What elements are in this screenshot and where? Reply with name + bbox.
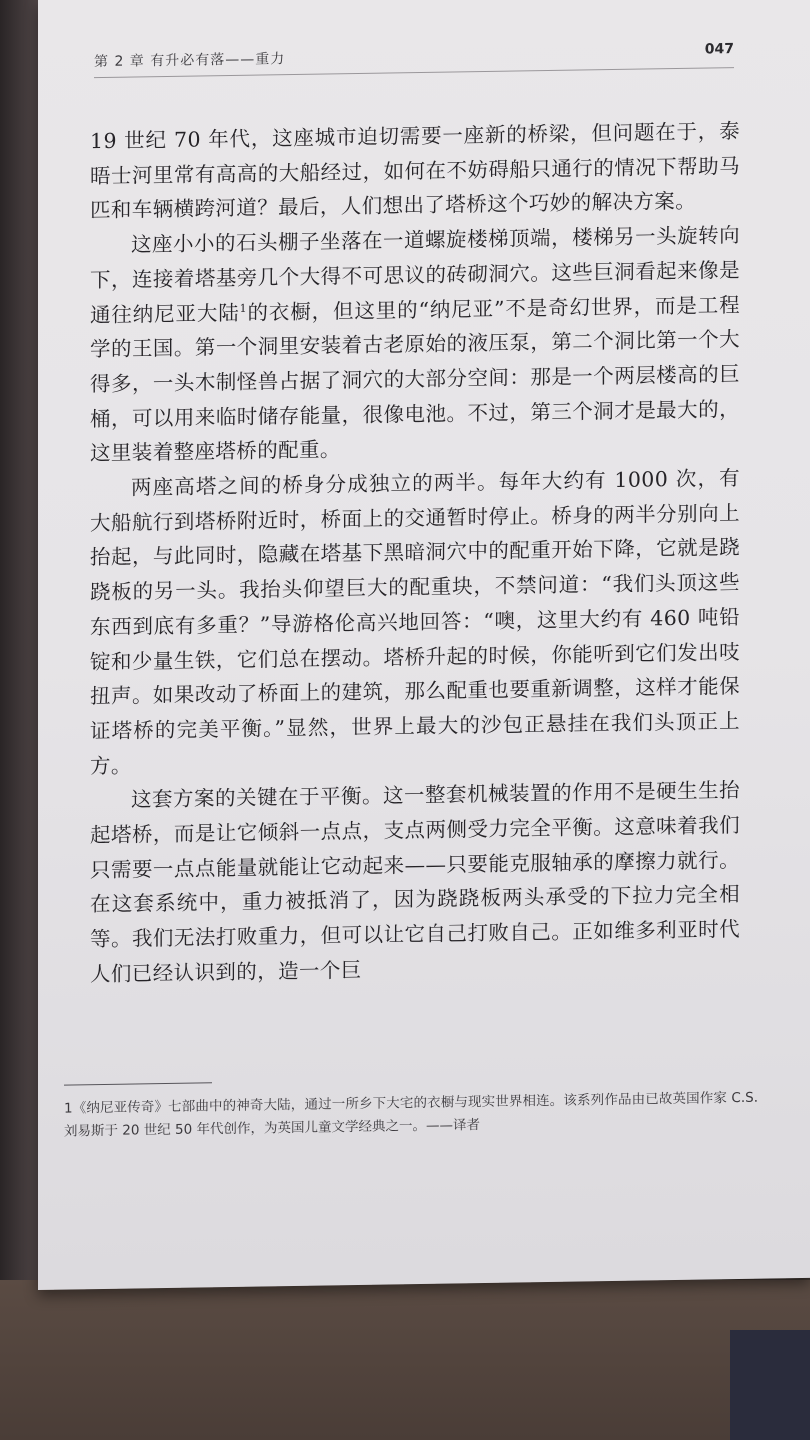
book-spine-edge	[0, 0, 40, 1300]
body-text	[90, 114, 740, 992]
paragraph-2	[90, 218, 740, 471]
footnote-divider	[64, 1082, 212, 1085]
running-head	[94, 41, 734, 78]
desk-surface	[0, 1280, 810, 1440]
paragraph-4: 这套方案的关键在于平衡。这一整套机械装置的作用不是硬生生抬起塔桥，而是让它倾斜一点点，支点两侧受力完全平衡。这意味着我们只需要一点点能量就能让它动起来——只要能克服轴承的摩擦力就行。在这套系统中，重力被抵消了，因为跷跷板两头承受的下拉力完全相等。我们无法打败重力，但可以让它自己打败自己。正如维多利亚时代人们已经认识到的，造一个巨	[90, 778, 740, 987]
paragraph-2-part-1: 这座小小的石头棚子坐落在一道螺旋楼梯顶端，楼梯另一头旋转向下，连接着塔基旁几个大得不可思议的砖砌洞穴。这些巨洞看起来像是通往纳尼亚大陆	[90, 223, 740, 327]
book-page	[38, 0, 810, 1290]
footnote: 1《纳尼亚传奇》七部曲中的神奇大陆，通过一所乡下大宅的衣橱与现实世界相连。该系列作品由已故英国作家 C.S. 刘易斯于 20 世纪 50 年代创作，为英国儿童文学经典之一。——译者	[64, 1089, 758, 1140]
paragraph-3: 两座高塔之间的桥身分成独立的两半。每年大约有 1000 次，有大船航行到塔桥附近时，桥面上的交通暂时停止。桥身的两半分别向上抬起，与此同时，隐藏在塔基下黑暗洞穴中的配重开始下降，它就是跷跷板的另一头。我抬头仰望巨大的配重块，不禁问道：“我们头顶这些东西到底有多重？”导游格伦高兴地回答：“噢，这里大约有 460 吨铅锭和少量生铁，它们总在摆动。塔桥升起的时候，你能听到它们发出吱扭声。如果改动了桥面上的建筑，那么配重也要重新调整，这样才能保证塔桥的完美平衡。”显然，世界上最大的沙包正悬挂在我们头顶正上方。	[90, 466, 740, 778]
page-number: 047	[704, 41, 734, 58]
desk-corner	[730, 1330, 810, 1440]
paragraph-2-part-2: 的衣橱，但这里的“纳尼亚”不是奇幻世界，而是工程学的王国。第一个洞里安装着古老原始的液压泵，第二个洞比第一个大得多，一头木制怪兽占据了洞穴的大部分空间：那是一个两层楼高的巨桶，可以用来临时储存能量，很像电池。不过，第三个洞才是最大的，这里装着整座塔桥的配重。	[90, 292, 740, 466]
footnote-reference: 1	[239, 301, 248, 315]
chapter-title: 第 2 章 有升必有落——重力	[94, 51, 286, 71]
paragraph-1: 19 世纪 70 年代，这座城市迫切需要一座新的桥梁，但问题在于，泰晤士河里常有高高的大船经过，如何在不妨碍船只通行的情况下帮助马匹和车辆横跨河道？最后，人们想出了塔桥这个巧妙的解决方案。	[90, 118, 740, 223]
